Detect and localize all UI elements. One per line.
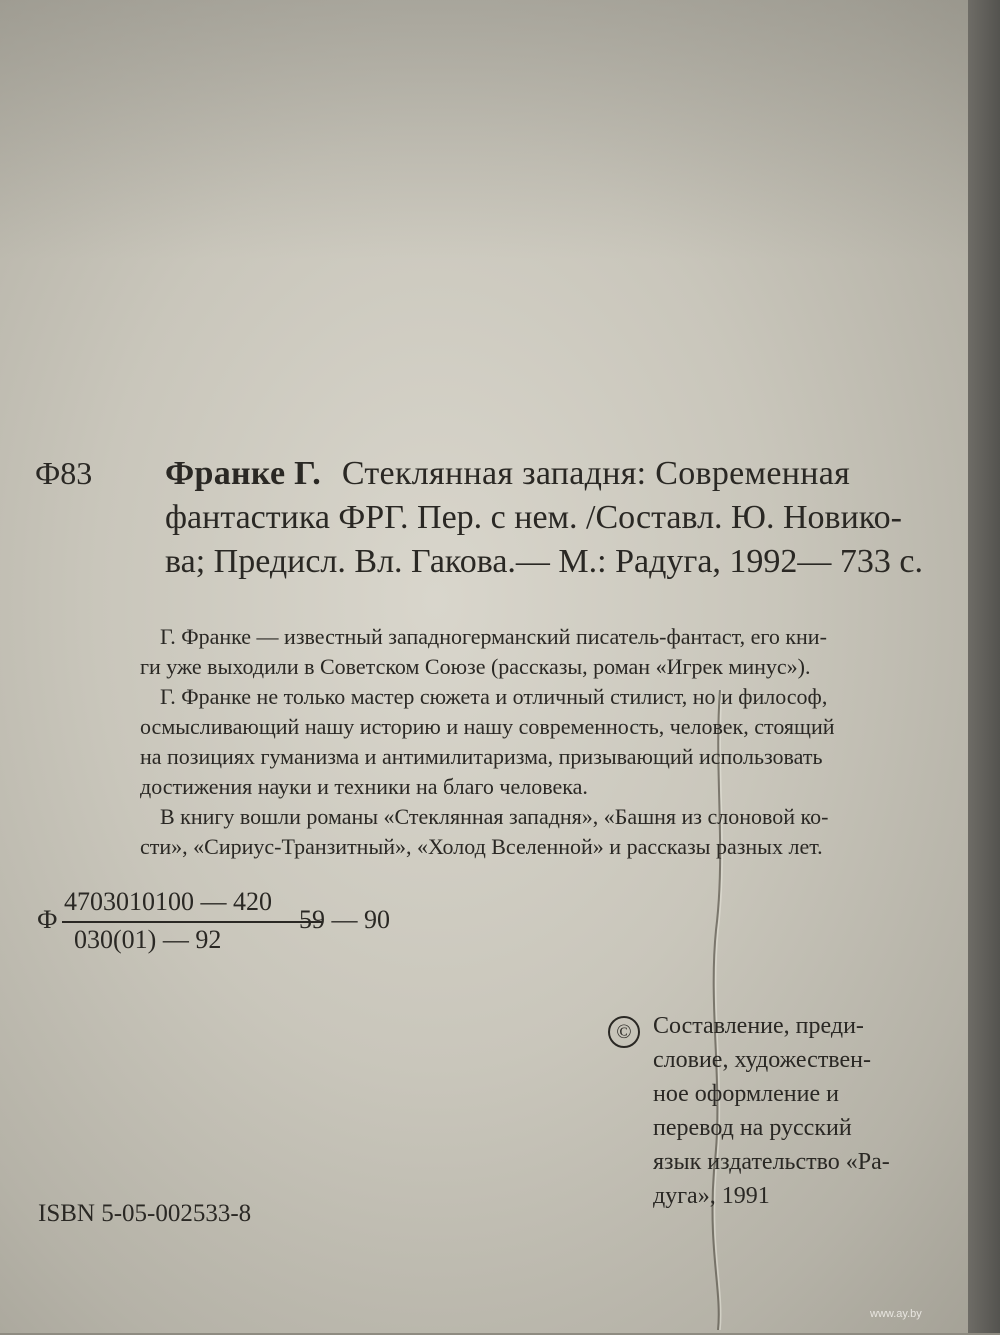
copyright-line: язык издательство «Ра- <box>653 1149 890 1175</box>
classification-side: 59 — 90 <box>299 905 390 934</box>
library-code: Ф83 <box>35 455 93 491</box>
annotation-line: ги уже выходили в Советском Союзе (рассказы, роман «Игрек минус»). <box>140 654 811 679</box>
annotation-line: на позициях гуманизма и антимилитаризма, призывающий использовать <box>140 744 823 769</box>
annotation-line: В книгу вошли романы «Стеклянная западня», «Башня из слоновой ко- <box>160 804 829 829</box>
copyright-line: словие, художествен- <box>653 1047 871 1073</box>
watermark: www.ay.by <box>870 1308 922 1320</box>
copyright-line: Составление, преди- <box>653 1013 864 1039</box>
page-shadow <box>0 0 968 260</box>
annotation-line: Г. Франке не только мастер сюжета и отличный стилист, но и философ, <box>160 684 828 709</box>
copyright-line: ное оформление и <box>653 1081 839 1107</box>
page-edge-shadow <box>968 0 1000 1333</box>
classification-denominator: 030(01) — 92 <box>74 925 222 954</box>
classification-symbol: Ф <box>37 905 58 934</box>
annotation-line: достижения науки и техники на благо человека. <box>140 774 588 799</box>
bib-line-2: фантастика ФРГ. Пер. с нем. /Составл. Ю. Новико- <box>165 499 902 536</box>
bib-title: Стеклянная западня: Современная <box>341 455 851 492</box>
classification-numerator: 4703010100 — 420 <box>64 887 272 916</box>
copyright-line: перевод на русский <box>653 1115 852 1141</box>
copyright-line: дуга», 1991 <box>653 1183 770 1209</box>
author-name: Франке Г. <box>165 455 322 492</box>
annotation-line: Г. Франке — известный западногерманский писатель-фантаст, его кни- <box>160 624 827 649</box>
bib-line-3: ва; Предисл. Вл. Гакова.— М.: Радуга, 1992— 733 с. <box>165 543 924 580</box>
bib-line-1 <box>165 452 850 495</box>
fraction-bar <box>62 921 322 923</box>
isbn: ISBN 5-05-002533-8 <box>38 1200 252 1227</box>
copyright-icon: © <box>608 1016 640 1048</box>
annotation-line: осмысливающий нашу историю и нашу современность, человек, стоящий <box>140 714 835 739</box>
annotation-line: сти», «Сириус-Транзитный», «Холод Вселенной» и рассказы разных лет. <box>140 834 823 859</box>
